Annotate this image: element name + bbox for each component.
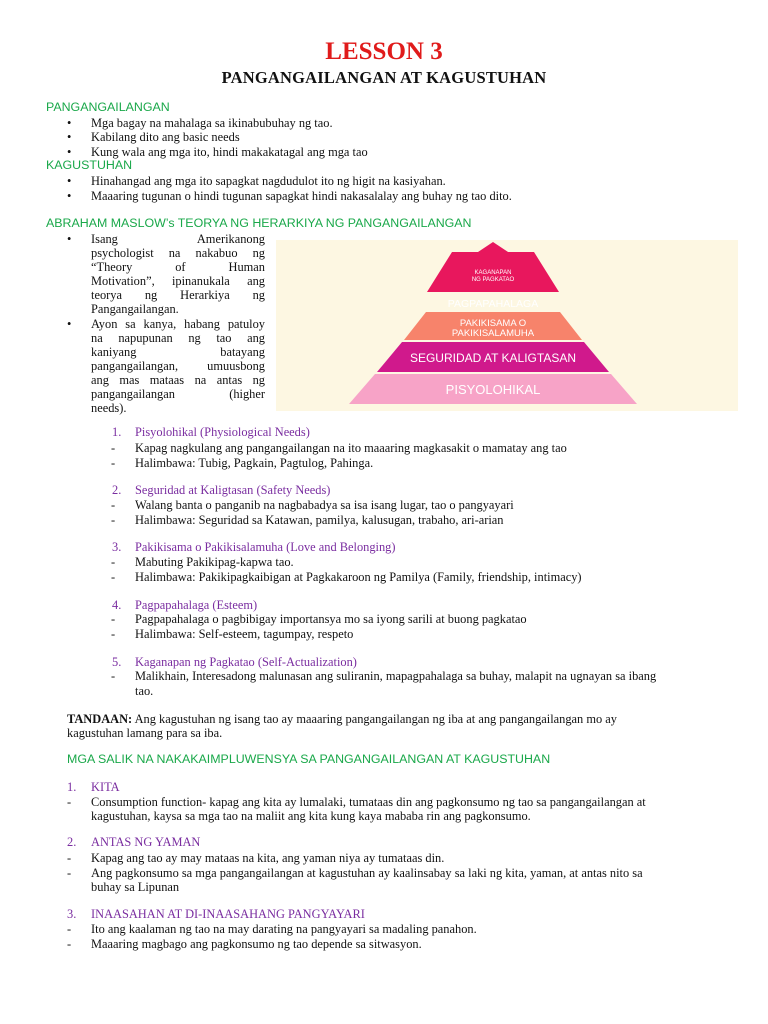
lesson-subtitle: PANGANGAILANGAN AT KAGUSTUHAN — [221, 68, 547, 87]
maslow-bullet-dot-1: • — [67, 232, 72, 246]
list-item: • Kung wala ang mga ito, hindi makakatagal ang mga tao — [67, 145, 368, 159]
pyramid-label-4: PAGPAPAHALAGA — [447, 298, 539, 310]
salik-heading: MGA SALIK NA NAKAKAIMPLUWENSYA SA PANGANGAILANGAN AT KAGUSTUHAN — [67, 752, 551, 766]
list-item: - Kapag ang tao ay may mataas na kita, ang yaman niya ay tumataas din. — [67, 851, 445, 865]
maslow-pyramid-figure — [276, 240, 738, 411]
tandaan-note-line2: kagustuhan lamang para sa iba. — [67, 726, 223, 740]
need-1-title: 1. Pisyolohikal (Physiological Needs) — [112, 425, 310, 439]
need-2-title: 2. Seguridad at Kaligtasan (Safety Needs) — [112, 483, 331, 497]
maslow-bullet-1: Isang Amerikanong psychologist na nakabuo ng “Theory of Human Motivation”, ipinanukala ang teorya ng Herarkiya ng Pangangailangan. — [91, 232, 265, 316]
kagustuhan-heading: KAGUSTUHAN — [46, 158, 133, 172]
need-5-title: 5. Kaganapan ng Pagkatao (Self-Actualization) — [112, 655, 357, 669]
list-item: - Halimbawa: Seguridad sa Katawan, pamilya, kalusugan, trabaho, ari-arian — [111, 513, 504, 527]
list-item: - Maaaring magbago ang pagkonsumo ng tao depende sa sitwasyon. — [67, 937, 422, 951]
maslow-heading: ABRAHAM MASLOW’s TEORYA NG HERARKIYA NG PANGANGAILANGAN — [46, 216, 472, 230]
need-3-title: 3. Pakikisama o Pakikisalamuha (Love and Belonging) — [112, 540, 396, 554]
list-item-continuation: kagustuhan, kaysa sa mga tao na maliit ang kita kung kaya mababa rin ang pagkonsumo. — [91, 809, 531, 823]
salik-2-title: 2. ANTAS NG YAMAN — [67, 835, 201, 849]
pyramid-label-3b: PAKIKISALAMUHA — [451, 328, 535, 339]
maslow-pyramid — [276, 240, 738, 411]
list-item: - Walang banta o panganib na nagbabadya sa isa isang lugar, tao o pangyayari — [111, 498, 514, 512]
list-item: • Hinahangad ang mga ito sapagkat nagdudulot ito ng higit na kasiyahan. — [67, 174, 446, 188]
maslow-bullet-dot-2: • — [67, 317, 72, 331]
salik-1-title: 1. KITA — [67, 780, 120, 794]
tandaan-note: TANDAAN: Ang kagustuhan ng isang tao ay maaaring pangangailangan ng iba at ang pangangailangan mo ay — [67, 712, 617, 726]
pyramid-label-2: SEGURIDAD AT KALIGTASAN — [409, 351, 577, 365]
list-item: • Maaaring tugunan o hindi tugunan sapagkat hindi nakasalalay ang buhay ng tao dito. — [67, 189, 512, 203]
list-item-continuation: tao. — [135, 684, 154, 698]
list-item: • Mga bagay na mahalaga sa ikinabubuhay ng tao. — [67, 116, 333, 130]
list-item: - Halimbawa: Pakikipagkaibigan at Pagkakaroon ng Pamilya (Family, friendship, intimacy) — [111, 570, 582, 584]
list-item: - Ang pagkonsumo sa mga pangangailangan at kagustuhan ay kaalinsabay sa laki ng kita, yaman, at antas nito sa — [67, 866, 643, 880]
list-item: - Pagpapahalaga o pagbibigay importansya mo sa iyong sarili at buong pagkatao — [111, 612, 527, 626]
list-item: - Ito ang kaalaman ng tao na may darating na pangyayari sa madaling panahon. — [67, 922, 477, 936]
pyramid-label-5a: KAGANAPAN — [474, 270, 512, 276]
list-item-continuation: buhay sa Lipunan — [91, 880, 180, 894]
lesson-title: LESSON 3 — [325, 38, 443, 65]
pangangailangan-heading: PANGANGAILANGAN — [46, 100, 170, 114]
pyramid-label-1: PISYOLOHIKAL — [445, 382, 541, 397]
salik-3-title: 3. INAASAHAN AT DI-INAASAHANG PANGYAYARI — [67, 907, 365, 921]
maslow-bullet-2: Ayon sa kanya, habang patuloy na napupunan ng tao ang kaniyang batayang pangangailangan, umuusbong ang mas mataas na antas ng pangangailangan (higher needs). — [91, 317, 265, 415]
list-item: - Mabuting Pakikipag-kapwa tao. — [111, 555, 294, 569]
pyramid-label-3a: PAKIKISAMA O — [459, 318, 527, 329]
need-4-title: 4. Pagpapahalaga (Esteem) — [112, 598, 258, 612]
list-item: • Kabilang dito ang basic needs — [67, 130, 240, 144]
list-item: - Halimbawa: Self-esteem, tagumpay, respeto — [111, 627, 354, 641]
list-item: - Consumption function- kapag ang kita ay lumalaki, tumataas din ang pagkonsumo ng tao sa pangangailangan at — [67, 795, 646, 809]
list-item: - Kapag nagkulang ang pangangailangan na ito maaaring magkasakit o mamatay ang tao — [111, 441, 567, 455]
list-item: - Malikhain, Interesadong malunasan ang suliranin, mapagpahalaga sa buhay, malapit na ugnayan sa ibang — [111, 669, 657, 683]
pyramid-label-5b: NG PAGKATAO — [471, 277, 515, 283]
list-item: - Halimbawa: Tubig, Pagkain, Pagtulog, Pahinga. — [111, 456, 374, 470]
